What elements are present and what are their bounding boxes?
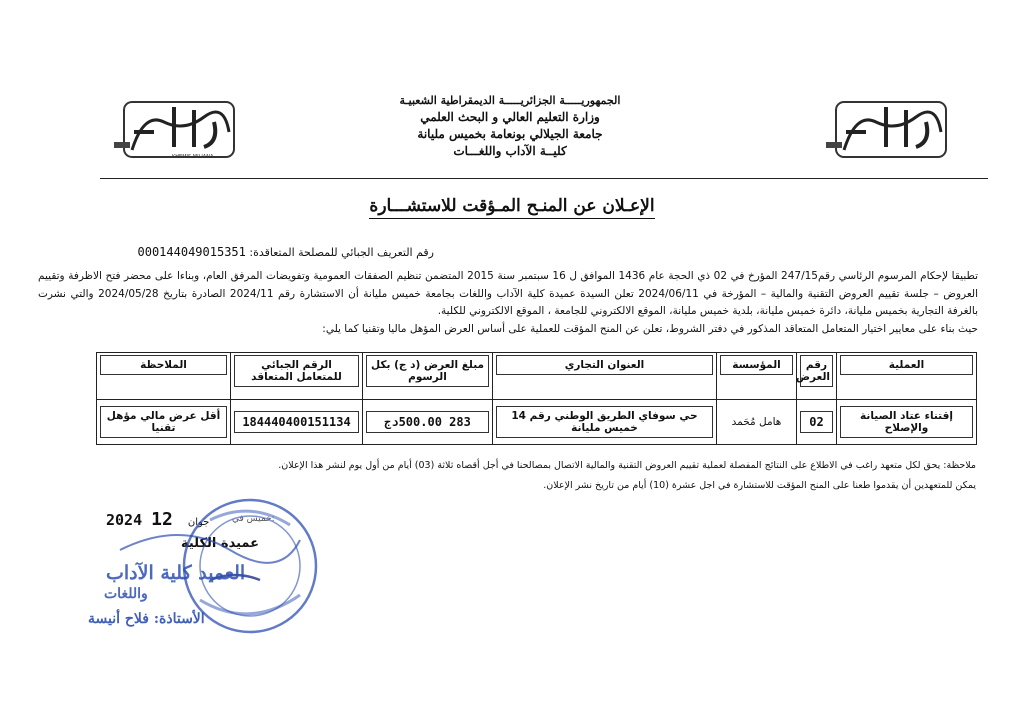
date-day: 12 [151,509,173,530]
cell-amount: 283 500.00دج [363,400,493,445]
stamp-line-1: العميد كلية الآداب [106,562,246,584]
cell-contractor-tax-id: 184440400151134 [231,400,363,445]
university-logo-left [104,92,244,164]
ministry-line: وزارة التعليم العالي و البحث العلمي [420,110,600,124]
body-paragraph-1: تطبيقا لإحكام المرسوم الرئاسي رقم247/15 المؤرخ في 02 ذي الحجة عام 1436 الموافق ل 16 سبتمبر سنة 2015 المتضمن تنظيم الصفقات العمومية وتفويضات المرفق العام، وبناءا على محضر فتح الاظرفة وتقييم العروض – جلسة تقييم العروض التقنية والمالية – المؤرخة في 2024/06/11 تعلن السيدة عميدة كلية الآداب واللغات بجامعة خميس مليانة أن الاستشارة رقم 2024/11 الصادرة بتاريخ 2024/05/28 والتي نشرت بالغرفة التجارية بخميس مليانة، دائرة خميس مليانة، بلدية خميس مليانة، الموقع الالكتروني للجامعة ، الموقع الالكتروني للكلية. [38,270,979,317]
date-year: 2024 [106,511,143,529]
header-note: الملاحظة [97,353,231,400]
faculty-line: كليــة الآداب واللغـــات [453,144,567,158]
header-amount: مبلغ العرض (د ج) بكل الرسوم [363,353,493,400]
document-title [0,196,1024,216]
cell-address: حي سوفاي الطريق الوطني رقم 14 خميس مليانة [493,400,717,445]
header-address: العنوان التجاري [493,353,717,400]
cell-note: أقل عرض مالي مؤهل تقنيا [97,400,231,445]
cell-company: هامل مُحَمد [717,400,797,445]
university-logo-right [816,92,956,164]
header-offer-number: رقم العرض [797,353,837,400]
dean-title: عميدة الكلية [180,536,259,551]
title-text: الإعـلان عن المنـح المـؤقت للاستشـــارة [369,196,654,219]
header-divider [100,178,988,179]
date-month: جوان [187,517,210,528]
tax-id-label: رقم التعريف الجبائي للمصلحة المتعاقدة: [249,246,434,259]
republic-line: الجمهوريـــــة الجزائريـــــة الديمقراطية الشعبيـة [399,94,621,107]
tax-id-value: 000144049015351 [137,245,246,259]
signature-place: خميس في: [232,514,275,524]
table-header-row [97,353,977,400]
body-paragraph-2: حيث بناء على معايير اختيار المتعامل المتعاقد المذكور في دفتر الشروط، تعلن عن المنح المؤقت للعملية على أساس العرض المؤهل ماليا وتقنيا كما يلي: [322,322,978,335]
award-table [96,352,977,445]
logo-label-left: KHEMIS MILIANA [172,154,214,160]
note-2: يمكن للمتعهدين أن يقدموا طعنا على المنح المؤقت للاستشارة في اجل عشرة (10) أيام من تاريخ نشر الإعلان. [543,480,976,491]
announcement-body [38,268,978,338]
cell-offer-number: 02 [797,400,837,445]
cell-operation: إقتناء عتاد الصيانة والإصلاح [837,400,977,445]
note-1: ملاحظة: يحق لكل متعهد راغب في الاطلاع على النتائج المفصلة لعملية تقييم العروض التقنية والمالية الاتصال بمصالحنا في أجل أقصاه ثلاثة (03) أيام من أول يوم لنشر هذا الإعلان. [278,460,976,471]
tax-id-line [138,245,435,259]
ministry-header [330,92,690,160]
header-company: المؤسسة [717,353,797,400]
university-line: جامعة الجيلالي بونعامة بخميس مليانة [417,127,603,141]
table-row [97,400,977,445]
header-operation: العملية [837,353,977,400]
stamp-line-2: واللغات [104,586,148,602]
stamp-line-3: الأستاذة: فلاح أنيسة [88,611,205,627]
header-contractor-tax-id: الرقم الجبائي للمتعامل المتعاقد [231,353,363,400]
official-stamp [60,480,320,710]
